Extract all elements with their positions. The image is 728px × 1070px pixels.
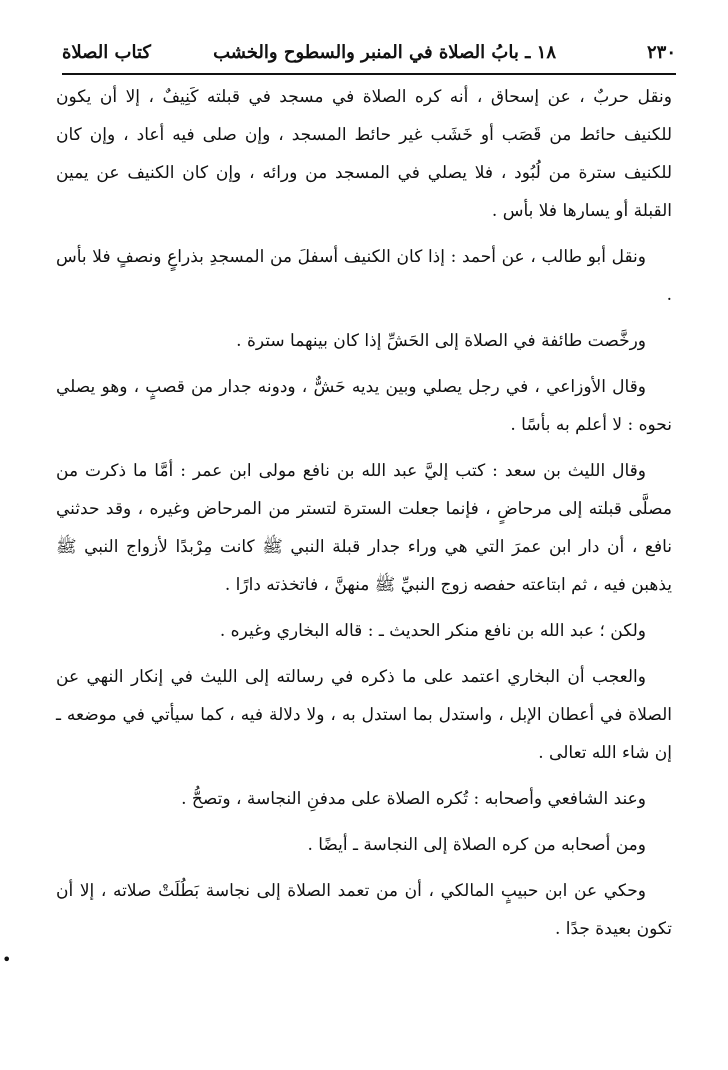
- paragraph: والعجب أن البخاري اعتمد على ما ذكره في رسالته إلى الليث في إنكار النهي عن الصلاة في أعطان الإبل ، واستدل بما استدل به ، ولا دلالة فيه ، كما سيأتي في موضعه ـ إن شاء الله تعالى .: [56, 667, 672, 763]
- running-header: [62, 36, 676, 72]
- paragraph: ولكن ؛ عبد الله بن نافع منكر الحديث ـ : قاله البخاري وغيره .: [219, 621, 646, 641]
- header-rule: [62, 73, 676, 75]
- paragraph: ومن أصحابه من كره الصلاة إلى النجاسة ـ أيضًا .: [307, 835, 646, 855]
- paragraph: وقال الليث بن سعد : كتب إليَّ عبد الله بن نافع مولى ابن عمر : أمَّا ما ذكرت من مصلَّى قبلته إلى مرحاضٍ ، فإنما جعلت السترة لتستر من المرحاض وغيره ، وقد حدثني نافع ، أن دار ابن عمرَ التي هي وراء جدار قبلة النبي ﷺ كانت مِرْبدًا لأزواج النبي ﷺ يذهبن فيه ، ثم ابتاعته حفصه زوج النبيِّ ﷺ منهنَّ ، فاتخذته دارًا .: [56, 461, 672, 595]
- page-number: ٢٣٠: [646, 42, 676, 63]
- paragraph: وقال الأوزاعي ، في رجل يصلي وبين يديه حَشٌّ ، ودونه جدار من قصبٍ ، وهو يصلي نحوه : لا أعلم به بأسًا .: [56, 377, 672, 435]
- margin-mark: •: [2, 950, 12, 969]
- book-title: كتاب الصلاة: [62, 42, 151, 63]
- paragraph: ونقل حربٌ ، عن إسحاق ، أنه كره الصلاة في مسجد في قبلته كَنِيفٌ ، إلا أن يكون للكنيف حائط من قَصَب أو خَشَب غير حائط المسجد ، وإن صلى فيه أعاد ، وإن كان للكنيف سترة من لُبُود ، فلا يصلي في المسجد من ورائه ، وإن كان الكنيف عن يمين القبلة أو يسارها فلا بأس .: [56, 87, 672, 221]
- body-text: [56, 78, 672, 956]
- paragraph: ونقل أبو طالب ، عن أحمد : إذا كان الكنيف أسفلَ من المسجدِ بذراعٍ ونصفٍ فلا بأس .: [56, 247, 672, 305]
- paragraph: ورخَّصت طائفة في الصلاة إلى الحَشِّ إذا كان بينهما سترة .: [236, 331, 646, 351]
- paragraph: وعند الشافعي وأصحابه : تُكره الصلاة على مدفنِ النجاسة ، وتصحُّ .: [181, 789, 646, 809]
- chapter-title: ١٨ ـ بابُ الصلاة في المنبر والسطوح والخشب: [213, 42, 556, 63]
- paragraph: وحكي عن ابن حبيبٍ المالكي ، أن من تعمد الصلاة إلى نجاسة بَطُلَتْ صلاته ، إلا أن تكون بعيدة جدًا .: [56, 881, 672, 939]
